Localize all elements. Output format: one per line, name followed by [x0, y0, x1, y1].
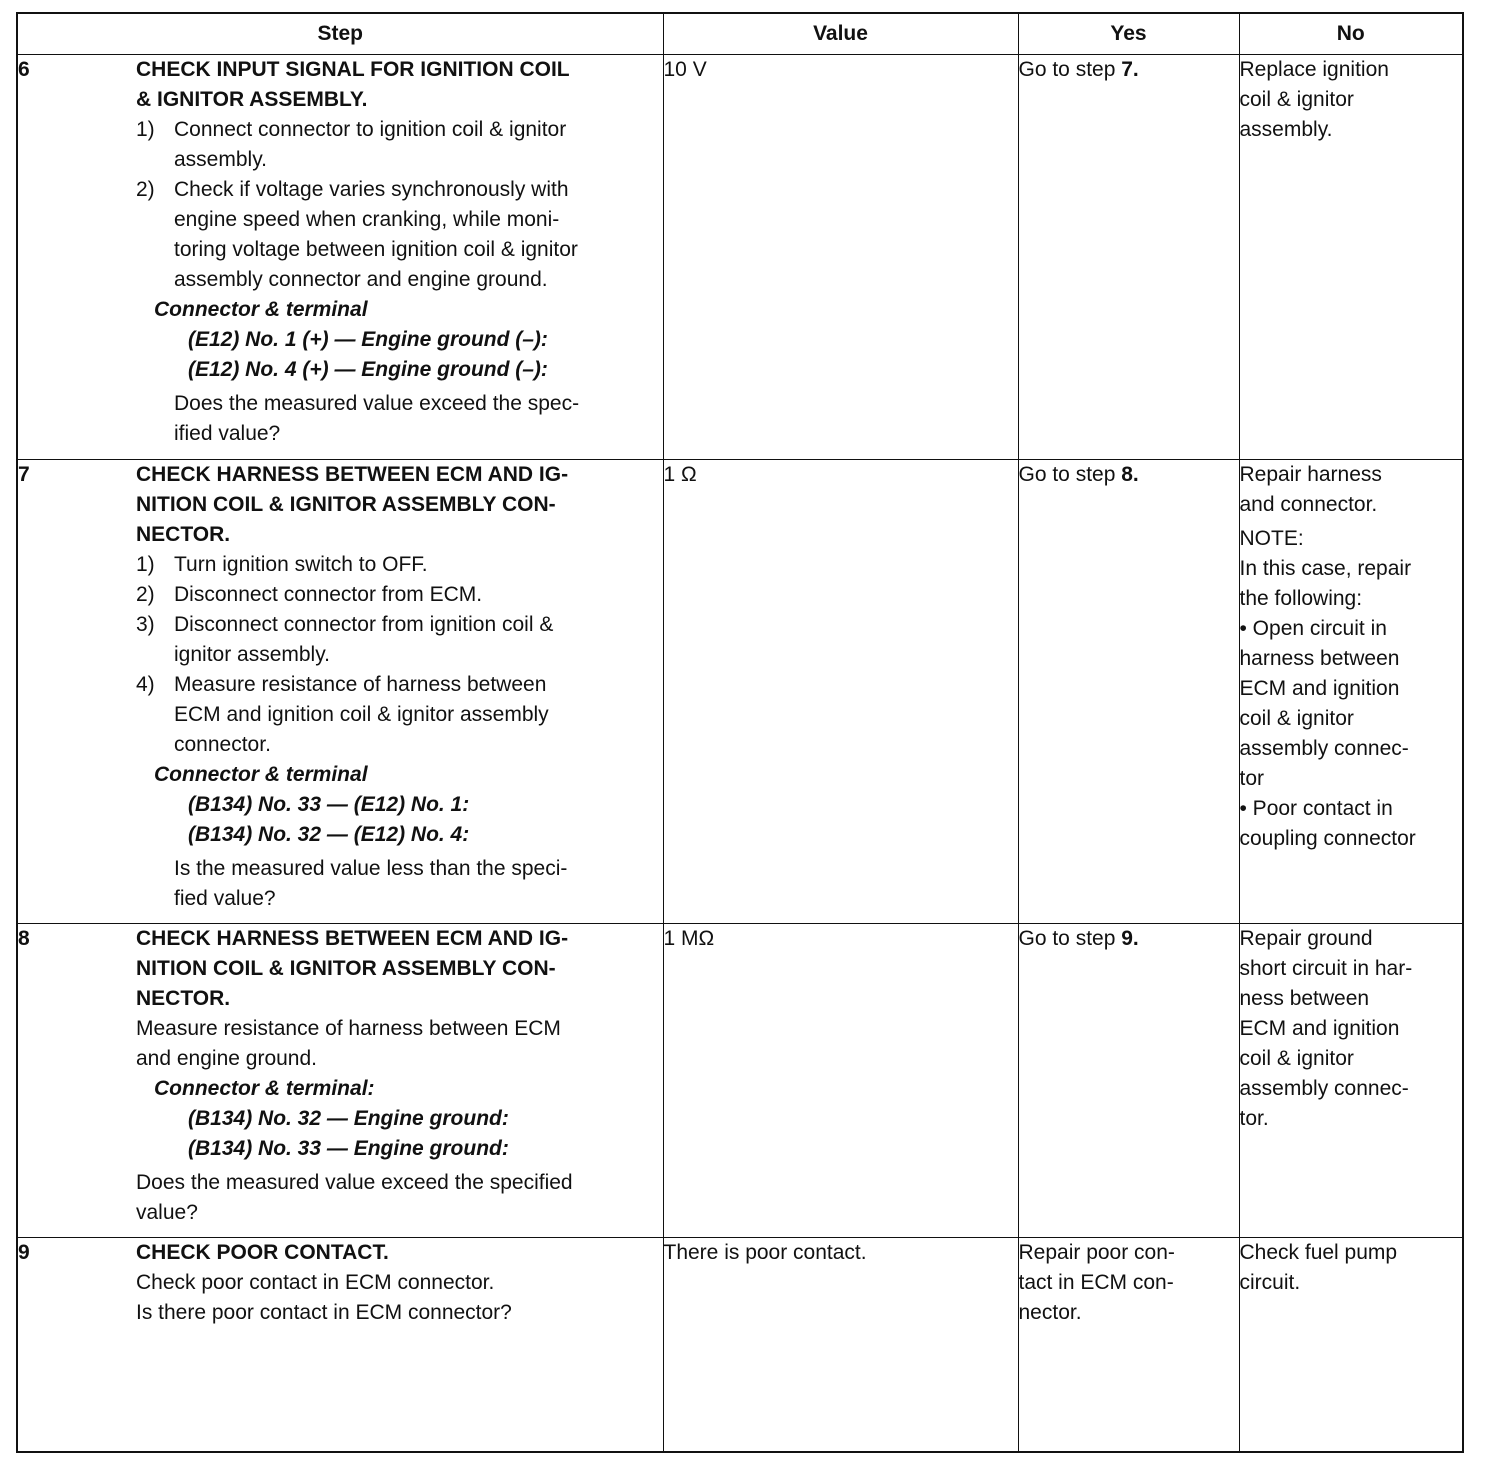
table-row	[17, 55, 1463, 460]
no-line: and connector.	[1239, 493, 1378, 516]
no-cell	[1239, 460, 1463, 924]
terminal-spec: (B134) No. 32 — (E12) No. 4:	[188, 823, 470, 846]
item-line: ignitor assembly.	[174, 643, 331, 666]
step-title-line: NECTOR.	[136, 523, 231, 546]
step-title: CHECK POOR CONTACT.	[136, 1241, 389, 1264]
body-line: Check poor contact in ECM connector.	[136, 1271, 495, 1294]
no-line: tor.	[1239, 1107, 1269, 1130]
note-label: NOTE:	[1239, 527, 1304, 550]
no-line: assembly connec-	[1239, 1077, 1409, 1100]
list-item	[136, 580, 658, 610]
step-cell	[17, 55, 663, 460]
yes-cell	[1018, 924, 1239, 1238]
connector-label: Connector & terminal	[154, 298, 368, 321]
bullet-line: harness between	[1239, 647, 1400, 670]
step-title-line: CHECK HARNESS BETWEEN ECM AND IG-	[136, 463, 569, 486]
no-line: ness between	[1239, 987, 1370, 1010]
diagnostic-table	[16, 12, 1464, 1453]
yes-text: Go to step	[1018, 58, 1122, 81]
bullet-line: assembly connec-	[1239, 737, 1409, 760]
value-cell: 1 Ω	[663, 460, 1018, 924]
question-line: ified value?	[174, 422, 281, 445]
no-line: Replace ignition	[1239, 58, 1389, 81]
value-cell: 1 MΩ	[663, 924, 1018, 1238]
step-cell	[17, 924, 663, 1238]
step-title-line: NITION COIL & IGNITOR ASSEMBLY CON-	[136, 493, 556, 516]
question-line: value?	[136, 1201, 198, 1224]
step-title-line: CHECK INPUT SIGNAL FOR IGNITION COIL	[136, 58, 570, 81]
table-row	[17, 460, 1463, 924]
no-line: In this case, repair	[1239, 557, 1412, 580]
question-line: Does the measured value exceed the specified	[136, 1171, 573, 1194]
no-line: the following:	[1239, 587, 1363, 610]
step-cell	[17, 1238, 663, 1453]
item-number: 2)	[136, 178, 155, 201]
header-no: No	[1239, 13, 1463, 55]
no-cell	[1239, 1238, 1463, 1453]
no-line: coil & ignitor	[1239, 1047, 1354, 1070]
step-number: 9	[18, 1241, 30, 1264]
yes-line: Repair poor con-	[1018, 1241, 1175, 1264]
body-line: Is there poor contact in ECM connector?	[136, 1301, 512, 1324]
question-line: fied value?	[174, 887, 276, 910]
item-line: Turn ignition switch to OFF.	[174, 553, 428, 576]
no-line: assembly.	[1239, 118, 1333, 141]
step-number: 8	[18, 927, 30, 950]
yes-line: nector.	[1018, 1301, 1082, 1324]
step-title-line: NECTOR.	[136, 987, 231, 1010]
no-line: Check fuel pump	[1239, 1241, 1398, 1264]
bullet-line: • Open circuit in	[1239, 617, 1387, 640]
item-line: ECM and ignition coil & ignitor assembly	[174, 703, 549, 726]
bullet-line: ECM and ignition	[1239, 677, 1400, 700]
yes-line: tact in ECM con-	[1018, 1271, 1174, 1294]
yes-step-link: 9.	[1121, 927, 1139, 950]
value-cell: There is poor contact.	[663, 1238, 1018, 1453]
step-title	[136, 924, 658, 1014]
no-line: Repair ground	[1239, 927, 1373, 950]
item-line: Measure resistance of harness between	[174, 673, 547, 696]
no-line: Repair harness	[1239, 463, 1382, 486]
step-title	[136, 55, 658, 115]
item-line: Check if voltage varies synchronously with	[174, 178, 569, 201]
list-item	[136, 115, 658, 175]
step-title-line: & IGNITOR ASSEMBLY.	[136, 88, 368, 111]
no-line: coil & ignitor	[1239, 88, 1354, 111]
no-line: circuit.	[1239, 1271, 1301, 1294]
item-line: assembly.	[174, 148, 267, 171]
yes-text: Go to step	[1018, 927, 1122, 950]
bullet-line: tor	[1239, 767, 1265, 790]
bullet-line: coil & ignitor	[1239, 707, 1354, 730]
connector-label: Connector & terminal	[154, 763, 368, 786]
header-yes: Yes	[1018, 13, 1239, 55]
item-line: Disconnect connector from ignition coil &	[174, 613, 554, 636]
step-question	[136, 389, 658, 449]
item-line: Disconnect connector from ECM.	[174, 583, 483, 606]
list-item	[136, 670, 658, 760]
item-line: assembly connector and engine ground.	[174, 268, 548, 291]
item-line: engine speed when cranking, while moni-	[174, 208, 560, 231]
item-number: 4)	[136, 673, 155, 696]
item-line: connector.	[174, 733, 271, 756]
step-question	[136, 854, 658, 914]
question-line: Does the measured value exceed the spec-	[174, 392, 580, 415]
table-row	[17, 924, 1463, 1238]
step-title-line: CHECK HARNESS BETWEEN ECM AND IG-	[136, 927, 569, 950]
terminal-spec: (B134) No. 32 — Engine ground:	[188, 1107, 509, 1130]
header-row	[17, 13, 1463, 55]
list-item	[136, 550, 658, 580]
yes-step-link: 7.	[1121, 58, 1139, 81]
no-line: ECM and ignition	[1239, 1017, 1400, 1040]
step-number: 7	[18, 463, 30, 486]
no-line: short circuit in har-	[1239, 957, 1413, 980]
question-line: Is the measured value less than the speci-	[174, 857, 568, 880]
item-number: 2)	[136, 583, 155, 606]
value-cell: 10 V	[663, 55, 1018, 460]
step-cell	[17, 460, 663, 924]
table-row	[17, 1238, 1463, 1453]
step-title-line: NITION COIL & IGNITOR ASSEMBLY CON-	[136, 957, 556, 980]
yes-text: Go to step	[1018, 463, 1122, 486]
step-title	[136, 460, 658, 550]
header-value: Value	[663, 13, 1018, 55]
item-number: 1)	[136, 118, 155, 141]
yes-cell	[1018, 1238, 1239, 1453]
terminal-spec: (E12) No. 1 (+) — Engine ground (–):	[188, 328, 548, 351]
item-line: Connect connector to ignition coil & ignitor	[174, 118, 567, 141]
yes-cell	[1018, 55, 1239, 460]
body-line: and engine ground.	[136, 1047, 317, 1070]
item-number: 1)	[136, 553, 155, 576]
no-cell	[1239, 924, 1463, 1238]
item-line: toring voltage between ignition coil & ignitor	[174, 238, 578, 261]
terminal-spec: (E12) No. 4 (+) — Engine ground (–):	[188, 358, 548, 381]
bullet-line: coupling connector	[1239, 827, 1416, 850]
list-item	[136, 175, 658, 295]
terminal-spec: (B134) No. 33 — (E12) No. 1:	[188, 793, 470, 816]
yes-step-link: 8.	[1121, 463, 1139, 486]
connector-label: Connector & terminal:	[154, 1077, 375, 1100]
no-cell	[1239, 55, 1463, 460]
bullet-line: • Poor contact in	[1239, 797, 1393, 820]
yes-cell	[1018, 460, 1239, 924]
list-item	[136, 610, 658, 670]
body-line: Measure resistance of harness between ECM	[136, 1017, 561, 1040]
step-question	[136, 1168, 658, 1228]
step-number: 6	[18, 58, 30, 81]
item-number: 3)	[136, 613, 155, 636]
terminal-spec: (B134) No. 33 — Engine ground:	[188, 1137, 509, 1160]
header-step: Step	[17, 13, 663, 55]
